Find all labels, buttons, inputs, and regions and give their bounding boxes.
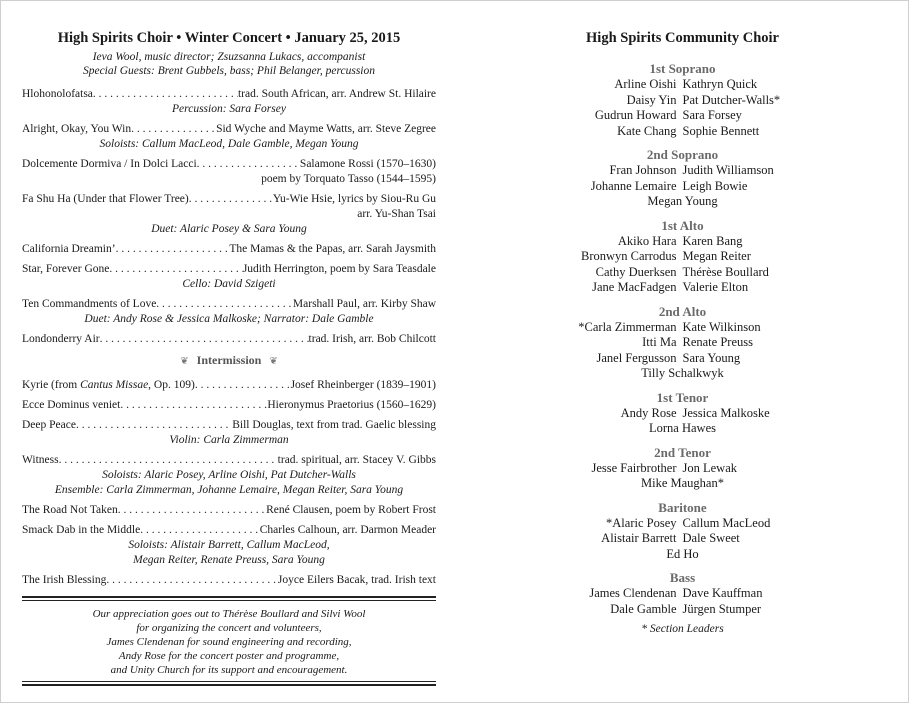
piece-credit: Judith Herrington, poem by Sara Teasdale: [242, 263, 436, 275]
member-name: Johanne Lemaire: [590, 178, 677, 193]
section-leaders-note: * Section Leaders: [641, 623, 724, 635]
voice-section: [470, 390, 895, 437]
voice-section: [470, 445, 895, 492]
program-item: [22, 297, 436, 327]
section-heading: 2nd Soprano: [646, 147, 719, 162]
section-heading: 1st Tenor: [656, 389, 709, 405]
piece-credit: Marshall Paul, arr. Kirby Shaw: [292, 298, 436, 310]
dot-leader: [140, 523, 260, 538]
acknowledgement: [22, 601, 436, 681]
program-second-half: [22, 378, 436, 588]
piece-title: Witness: [22, 453, 59, 466]
member-list: [563, 586, 803, 617]
member-name: Daisy Yin: [626, 92, 677, 107]
program-item-line: [22, 297, 436, 312]
program-item-line: [22, 122, 436, 137]
section-heading: 2nd Alto: [658, 303, 707, 319]
member-name: Gudrun Howard: [594, 108, 677, 122]
voice-section: [470, 147, 895, 210]
program-item-line: [22, 453, 436, 468]
intermission-heading: [22, 353, 436, 368]
piece-credit: Sid Wyche and Mayme Watts, arr. Steve Zegree: [216, 123, 436, 135]
dot-leader: [109, 262, 242, 277]
acknowledgement-line: James Clendenan for sound engineering and recording,: [106, 636, 352, 649]
section-heading: 1st Alto: [661, 217, 704, 233]
program-item-line: [22, 503, 436, 518]
member-name: *Carla Zimmerman: [578, 319, 677, 334]
program-item: [22, 122, 436, 152]
dot-leader: [118, 503, 266, 518]
member-name: Judith Williamson: [682, 163, 774, 177]
piece-title: Fa Shu Ha (Under that Flower Tree): [22, 193, 189, 205]
member-name: Sara Forsey: [682, 108, 742, 122]
member-name: Cathy Duerksen: [595, 264, 677, 279]
member-name: Itti Ma: [642, 335, 677, 349]
roster-column: [470, 30, 895, 635]
member-name: Janel Fergusson: [596, 350, 677, 365]
program-item: [22, 523, 436, 569]
piece-title: Londonderry Air: [22, 333, 100, 345]
member-list: [563, 234, 803, 296]
dot-leader: [106, 573, 278, 588]
member-name: Leigh Bowie: [682, 178, 748, 193]
program-item: [22, 573, 436, 588]
program-first-half: [22, 87, 436, 347]
piece-credit: Salamone Rossi (1570–1630): [299, 158, 436, 170]
member-name: Bronwyn Carrodus: [581, 249, 677, 263]
member-list: [563, 406, 803, 437]
program-item: [22, 157, 436, 187]
member-name: James Clendenan: [589, 586, 677, 600]
dot-leader: [197, 157, 300, 172]
member-name: Alistair Barrett: [601, 531, 677, 545]
program-item-line: [22, 332, 436, 347]
dot-leader: [100, 332, 309, 347]
program-item-line: [22, 262, 436, 277]
section-heading: Baritone: [658, 499, 707, 515]
member-name: Jessica Malkoske: [682, 405, 770, 420]
performer-note: Percussion: Sara Forsey: [172, 103, 286, 116]
program-item: [22, 503, 436, 518]
roster-title: High Spirits Community Choir: [586, 30, 779, 46]
member-name: Jane MacFadgen: [592, 280, 677, 294]
piece-title: Star, Forever Gone: [22, 263, 110, 275]
piece-credit: Charles Calhoun, arr. Darmon Meader: [259, 523, 436, 536]
dot-leader: [76, 418, 232, 433]
member-name: Callum MacLeod: [682, 515, 771, 530]
performer-note: Soloists: Callum MacLeod, Dale Gamble, Megan Young: [99, 138, 359, 151]
member-name: Megan Young: [647, 194, 718, 208]
program-item: [22, 262, 436, 292]
member-name: Jesse Fairbrother: [591, 460, 677, 475]
piece-credit: Bill Douglas, text from trad. Gaelic blessing: [232, 418, 436, 431]
member-name: Thérèse Boullard: [682, 264, 769, 279]
member-name: Dave Kauffman: [682, 586, 763, 600]
piece-title: Ecce Dominus veniet: [22, 399, 121, 411]
performer-note: Megan Reiter, Renate Preuss, Sara Young: [133, 554, 325, 567]
piece-credit: Josef Rheinberger (1839–1901): [290, 379, 436, 392]
ornament-left-icon: ❦: [180, 356, 189, 368]
member-name: Ed Ho: [666, 546, 699, 561]
piece-title: The Irish Blessing: [22, 574, 107, 586]
piece-title: Dolcemente Dormiva / In Dolci Lacci: [22, 158, 197, 170]
piece-credit: trad. Irish, arr. Bob Chilcott: [308, 333, 436, 345]
piece-credit: Hieronymus Praetorius (1560–1629): [267, 399, 436, 411]
program-item: [22, 242, 436, 257]
member-name: Andy Rose: [620, 405, 677, 420]
performer-note: Violin: Carla Zimmerman: [169, 434, 289, 446]
performer-note: Ensemble: Carla Zimmerman, Johanne Lemaire, Megan Reiter, Sara Young: [54, 484, 404, 497]
member-name: Jürgen Stumper: [682, 601, 762, 616]
piece-credit: René Clausen, poem by Robert Frost: [266, 504, 436, 516]
member-name: Kate Chang: [617, 123, 677, 138]
dot-leader: [189, 192, 273, 207]
member-name: Megan Reiter: [682, 249, 751, 263]
dot-leader: [116, 242, 230, 257]
voice-section: [470, 570, 895, 617]
program-item: [22, 378, 436, 393]
program-item-line: [22, 398, 436, 413]
performer-note: Soloists: Alaric Posey, Arline Oishi, Pat Dutcher-Walls: [102, 469, 356, 481]
piece-credit: The Mamas & the Papas, arr. Sarah Jaysmith: [229, 243, 436, 256]
member-name: Lorna Hawes: [649, 421, 716, 435]
concert-credits: [22, 50, 436, 78]
member-name: Tilly Schalkwyk: [641, 366, 724, 380]
member-name: Dale Sweet: [682, 531, 740, 545]
member-name: Valerie Elton: [682, 280, 749, 294]
member-name: Sophie Bennett: [682, 123, 760, 138]
member-name: Dale Gamble: [610, 601, 677, 616]
rule-divider: [22, 684, 436, 686]
section-heading: 1st Soprano: [649, 61, 716, 76]
dot-leader: [93, 87, 238, 102]
program-item: [22, 453, 436, 499]
piece-credit-continued: poem by Torquato Tasso (1544–1595): [261, 173, 436, 186]
performer-note: Duet: Alaric Posey & Sara Young: [151, 223, 307, 236]
voice-section: [470, 61, 895, 139]
concert-title: High Spirits Choir • Winter Concert • January 25, 2015: [57, 30, 401, 46]
roster-sections: [470, 61, 895, 617]
voice-section: [470, 218, 895, 296]
director-line: Ieva Wool, music director; Zsuzsanna Lukacs, accompanist: [92, 51, 366, 63]
piece-title: Kyrie (from Cantus Missae, Op. 109): [22, 379, 195, 392]
member-name: *Alaric Posey: [606, 515, 677, 530]
program-item-line: [22, 378, 436, 393]
program-item-line: [22, 87, 436, 102]
program-item: [22, 192, 436, 238]
section-heading: Bass: [669, 570, 696, 585]
member-name: Arline Oishi: [614, 77, 677, 91]
member-name: Fran Johnson: [609, 163, 677, 177]
member-name: Jon Lewak: [682, 460, 737, 475]
member-list: [563, 461, 803, 492]
dot-leader: [156, 297, 293, 312]
member-name: Renate Preuss: [682, 335, 753, 349]
program-item: [22, 332, 436, 347]
section-heading: 2nd Tenor: [654, 444, 711, 460]
performer-note: Soloists: Alistair Barrett, Callum MacLeod,: [128, 539, 330, 551]
member-name: Mike Maughan*: [641, 476, 724, 490]
program-item-line: [22, 573, 436, 588]
dot-leader: [131, 122, 216, 137]
piece-title: California Dreamin’: [22, 243, 116, 256]
member-name: Kate Wilkinson: [682, 319, 761, 334]
performer-note: Cello: David Szigeti: [182, 278, 276, 291]
ornament-right-icon: ❦: [269, 356, 278, 368]
piece-title: Ten Commandments of Love: [22, 298, 157, 310]
piece-credit: Yu-Wie Hsie, lyrics by Siou-Ru Gu: [272, 193, 436, 205]
dot-leader: [59, 453, 278, 468]
program-item-line: [22, 242, 436, 257]
piece-credit: trad. spiritual, arr. Stacey V. Gibbs: [277, 453, 436, 466]
dot-leader: [195, 378, 291, 393]
voice-section: [470, 304, 895, 382]
piece-credit: Joyce Eilers Bacak, trad. Irish text: [277, 574, 436, 586]
acknowledgement-line: Our appreciation goes out to Thérèse Boullard and Silvi Wool: [92, 608, 366, 621]
piece-title: Deep Peace: [22, 418, 76, 431]
piece-credit-continued: arr. Yu-Shan Tsai: [357, 208, 436, 221]
member-name: Kathryn Quick: [682, 77, 758, 91]
voice-section: [470, 500, 895, 563]
program-item: [22, 418, 436, 448]
acknowledgement-line: for organizing the concert and volunteers,: [136, 622, 322, 635]
acknowledgement-line: and Unity Church for its support and encouragement.: [110, 664, 348, 677]
member-list: [563, 77, 803, 139]
piece-title: The Road Not Taken: [22, 504, 118, 516]
performer-note: Duet: Andy Rose & Jessica Malkoske; Narrator: Dale Gamble: [84, 313, 374, 326]
member-name: Karen Bang: [682, 233, 743, 248]
piece-title: Alright, Okay, You Win: [22, 123, 132, 135]
program-item-line: [22, 157, 436, 172]
piece-title: Smack Dab in the Middle: [22, 523, 141, 536]
member-list: [563, 516, 803, 563]
rule-divider: [22, 681, 436, 682]
program-item-line: [22, 523, 436, 538]
member-name: Akiko Hara: [617, 233, 677, 248]
program-item: [22, 398, 436, 413]
program-column: [22, 30, 436, 686]
piece-title: Hlohonolofatsa: [22, 88, 93, 100]
dot-leader: [120, 398, 267, 413]
member-list: [563, 163, 803, 210]
rule-divider: [22, 596, 436, 598]
piece-credit: trad. South African, arr. Andrew St. Hilaire: [237, 88, 436, 100]
intermission-label: Intermission: [196, 353, 262, 368]
guests-line: Special Guests: Brent Gubbels, bass; Phil Belanger, percussion: [82, 65, 376, 77]
member-name: Pat Dutcher-Walls*: [682, 92, 781, 107]
program-item-line: [22, 418, 436, 433]
member-list: [563, 320, 803, 382]
member-name: Sara Young: [682, 350, 741, 365]
program-item-line: [22, 192, 436, 207]
acknowledgement-line: Andy Rose for the concert poster and programme,: [118, 650, 340, 663]
program-item: [22, 87, 436, 117]
